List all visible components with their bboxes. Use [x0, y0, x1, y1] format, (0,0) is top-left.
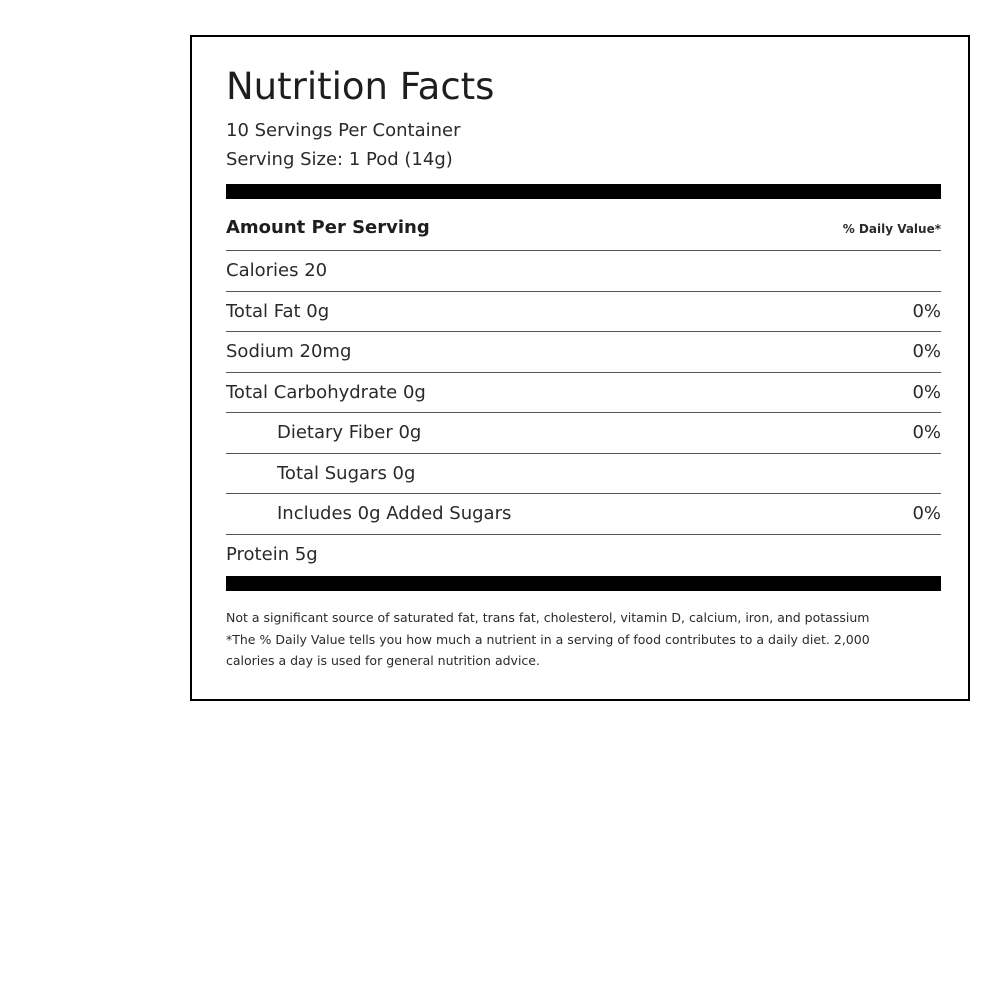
nutrient-name: Total Sugars 0g: [277, 462, 416, 484]
serving-size: Serving Size: 1 Pod (14g): [226, 149, 453, 170]
nutrient-row-total-carbohydrate: [226, 373, 941, 414]
nutrient-daily-value: 0%: [912, 341, 941, 362]
nutrient-name: Total Fat 0g: [226, 300, 330, 322]
footnote-line: calories a day is used for general nutrition advice.: [226, 653, 540, 668]
nutrient-daily-value: 0%: [912, 381, 941, 403]
servings-per-container: 10 Servings Per Container: [226, 120, 461, 141]
daily-value-header: % Daily Value*: [842, 222, 941, 236]
footnote-line: Not a significant source of saturated fat, trans fat, cholesterol, vitamin D, calcium, iron, and potassium: [226, 610, 870, 625]
nutrition-facts-label: [190, 35, 970, 701]
footnote-line: *The % Daily Value tells you how much a nutrient in a serving of food contributes to a daily diet. 2,000: [226, 631, 870, 647]
nutrient-row-dietary-fiber: [226, 413, 941, 454]
nutrient-daily-value: 0%: [912, 503, 941, 524]
nutrient-row-total-fat: [226, 292, 941, 333]
nutrient-name: Calories 20: [226, 260, 328, 281]
nutrient-row-sodium: [226, 332, 941, 373]
amount-per-serving-label: Amount Per Serving: [226, 217, 430, 238]
thick-divider-bottom: [226, 576, 941, 591]
label-title: Nutrition Facts: [226, 65, 495, 108]
nutrient-name: Total Carbohydrate 0g: [226, 381, 426, 403]
nutrient-name: Includes 0g Added Sugars: [277, 503, 512, 524]
nutrient-row-total-sugars: [226, 454, 941, 495]
nutrient-name: Dietary Fiber 0g: [277, 422, 422, 443]
nutrient-row-protein: [226, 535, 941, 576]
nutrient-name: Sodium 20mg: [226, 341, 352, 362]
nutrient-name: Protein 5g: [226, 543, 318, 565]
nutrient-daily-value: 0%: [912, 300, 941, 322]
amount-header-row: [226, 213, 941, 251]
nutrient-daily-value: 0%: [912, 422, 941, 443]
footnote: [226, 607, 941, 672]
nutrient-row-added-sugars: [226, 494, 941, 535]
thick-divider-top: [226, 184, 941, 199]
nutrient-row-calories: [226, 251, 941, 292]
